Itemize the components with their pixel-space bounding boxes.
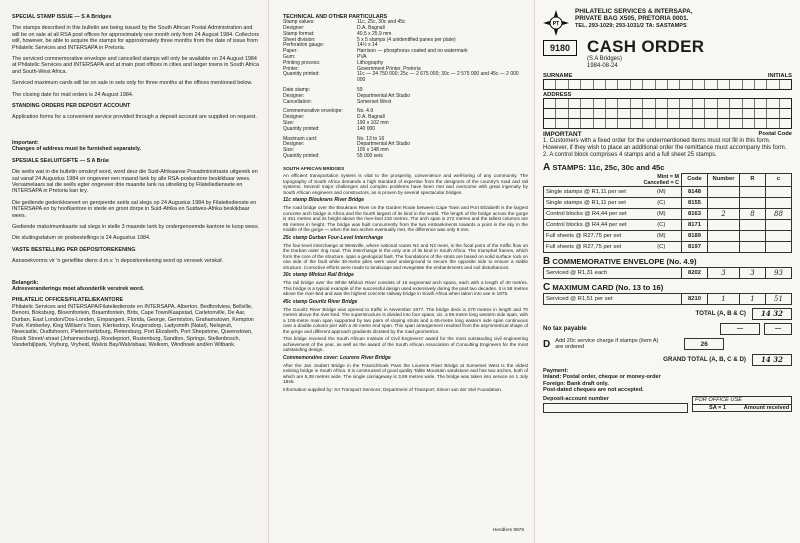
spec-value: Government Printer, Pretoria: [357, 65, 421, 72]
paragraph: Die gediende gedenkkoevert en gerojeerde seëls sal slegs op 24 Augustus 1984 by Filateliedienste en INTERSAPA en by hoofkantore in stede en groot dorpe in Suid-Afrika en Suidwes-Afrika beskikbaar wees.: [12, 199, 257, 219]
tax-cents-field: —: [764, 323, 792, 335]
grand-total-input[interactable]: 14 32: [752, 354, 792, 366]
number-input[interactable]: [708, 186, 740, 197]
cents-input[interactable]: [766, 197, 792, 208]
address-change-note: Changes of address must be furnished separately.: [12, 146, 142, 153]
col-rand: R: [740, 174, 766, 187]
item-code: 8189: [682, 230, 708, 241]
table-row: [544, 197, 792, 208]
spec-key: Quantity printed:: [283, 71, 320, 78]
number-input[interactable]: [708, 197, 740, 208]
spec-key: Quantity printed:: [283, 125, 320, 132]
printer-reference: Hendlers 9978: [492, 528, 524, 533]
deposit-account-field[interactable]: [543, 403, 688, 413]
english-afrikaans-bulletin-panel: [0, 0, 268, 543]
spec-value: D.A. Bagnall: [357, 114, 385, 121]
spec-value: 14½ x 14: [357, 42, 378, 49]
grand-total-row: GRAND TOTAL (A, B, C & D) 14 32: [543, 354, 792, 366]
form-number: 9180: [543, 40, 577, 56]
spec-value: 140 000: [357, 125, 376, 132]
paragraph: Die seëls wat in die bulletin omskryf word, word deur die Suid-Afrikaanse Posadministrasie uitgereik en sal vanaf 24 Augustus 1984 vir ongeveer een maand lank by alle RSA-poskantore beskikbaar wees. Versamelaars sal die seëls egter ongeveer drie maande lank na uitreiking by Filateliediensete en INTERSAPA in Pretoria kan kry.: [12, 169, 258, 195]
spec-row: [283, 72, 528, 84]
number-input[interactable]: 1: [708, 293, 740, 304]
cents-input[interactable]: 93: [766, 267, 792, 278]
stamps-order-table: [543, 173, 792, 253]
cents-input[interactable]: [766, 186, 792, 197]
maximum-card-specs: [283, 137, 528, 160]
paragraph: Gediende maksimumkaarte sal slegs in stelle 3 maande lank by ondergenoemde kantore te koop wees.: [12, 223, 260, 230]
deposit-label: Deposit-account number: [543, 396, 609, 403]
form-date: 1984-08-24: [587, 63, 618, 69]
paragraph: The closing date for mail orders is 24 August 1984.: [12, 91, 134, 98]
spec-value: 40,5 x 25,9 mm: [357, 30, 392, 37]
spec-value: 59: [357, 86, 363, 93]
org-line: PRIVATE BAG X505, PRETORIA 0001.: [575, 15, 689, 23]
table-row: [544, 219, 792, 230]
article-paragraph: This bridge received the South African Institute of Civil Engineers' award for the most outstanding civil engineering achievement of the year, as well as the award of the South African Association of Consulting Engineers for the most outstanding design.: [283, 336, 528, 353]
spec-value: 190 x 102 mm: [357, 119, 389, 126]
section-c-heading: C MAXIMUM CARD (No. 13 to 16): [543, 281, 664, 293]
office-use-box: FOR OFFICE USE SA = 1 Amount received: [692, 396, 792, 412]
article-paragraph: The road bridge over the Bloukrans River on the Garden Route between Cape Town and Port Elizabeth is the largest concrete arch bridge in Africa and the fourth largest of its kind in the world. The length of the bridge across the gorge is 451 metres and its height above the river-bed 216 metres. The arch span is 272 metres and the tallest columns are 65 metres in height. The bridge was built concurrently from the two embankments towards a point in the sky in the middle of the gorge — when the two arches eventually met, the difference was only 8 mm.: [283, 205, 528, 233]
stamp-subheading: 25c stamp Durban Four-Level Interchange: [283, 234, 384, 241]
total-abc-input[interactable]: 14 32: [752, 308, 792, 320]
article-paragraph: The four-level interchange at Westville, where national routes N2 and N3 meet, is the focal point of the traffic flow on the Durban outer ring road. This interchange is the only one of its kind in South Africa. The triumphal frames, which form the core of the structure, span a geological fault. The foundations of the struts are based on solid surface rock on one side of the fault while 30-metre piles were used underground to secure the opposite side to ensure a stable structure. Corrective efforts were made to landscape and revegetate the embankments and soil disturbances.: [283, 242, 528, 270]
item-code: 8163: [682, 208, 708, 219]
spec-key: Cancellation:: [283, 98, 312, 105]
spec-key: Stamp values:: [283, 19, 315, 26]
service-charge-value: 26: [684, 338, 724, 350]
surname-label: SURNAME: [543, 73, 573, 79]
spec-value: Harrison — phosphorus coated and no watermark: [357, 48, 468, 55]
spec-key: Size:: [283, 147, 295, 154]
table-row: [544, 230, 792, 241]
article-paragraph: The rail bridge over the White Mfolozi River consists of 16 segmental arch spans, each with a length of 40 metres. This bridge is a typical example of the successful design used extensively during the past two decades. It is 58 metres above the river-bed and was the highest concrete railway bridge in South Africa when taken into use in 1975.: [283, 280, 528, 297]
initials-label: INITIALS: [767, 73, 792, 79]
afrikaans-standing-heading: VASTE BESTELLING PER DEPOSITOREKENING: [12, 246, 136, 253]
article-intro: An efficient transportation system is vital to the prosperity, convenience and well-being of any community. The topography of South Africa demands a high standard of expertise from the designers of the country's road and rail systems. Several major challenges and complex problems have been met and overcome with great ingenuity by South African engineers and constructors, as is proven by several spectacular bridges.: [283, 173, 528, 195]
col-cents: c: [766, 174, 792, 187]
envelope-specs: [283, 109, 528, 132]
spec-value: Departmental Art Studio: [357, 141, 411, 148]
article-title: SOUTH AFRICAN BRIDGES: [283, 165, 345, 171]
spec-key: Gum:: [283, 53, 296, 60]
spec-key: Printer:: [283, 65, 300, 72]
item-code: 8155: [682, 197, 708, 208]
item-code: 8197: [682, 241, 708, 252]
mint-cancelled-type: (C): [641, 241, 681, 252]
spec-value: Departmental Art Studio: [357, 92, 411, 99]
organisation-block: [575, 8, 693, 30]
rand-input[interactable]: 3: [740, 267, 766, 278]
form-title: CASH ORDER: [587, 37, 705, 56]
important-heading: IMPORTANT: [543, 131, 582, 138]
number-input[interactable]: [708, 219, 740, 230]
address-field-line[interactable]: [543, 98, 792, 109]
item-code: 8202: [682, 267, 708, 278]
address-label: ADDRESS: [543, 92, 572, 98]
article-paragraph: The Gouritz River Bridge was opened to traffic in November 1977. The bridge deck is 270 metres in length and 70 metres above the river-bed. The superstructure is divided into four spans, viz. a 55-metre long western side span, with a 105-metre main span supported by two pairs of sloping struts and a 65-metre long eastern side span continuous over a double column pier with a 45 metre end span. This span arrangement resulted from the asymmetrical shape of the gorge and different approach gradients dictated by the road geometrics.: [283, 306, 528, 334]
rand-input[interactable]: [740, 219, 766, 230]
spec-key: Perforation gauge:: [283, 42, 325, 49]
item-description: Full sheets @ R27,75 per set: [544, 241, 642, 252]
org-line: TEL. 293-1029; 293-1031/2 TA: SASTAMPS: [575, 22, 687, 29]
rand-input[interactable]: [740, 186, 766, 197]
address-field-line[interactable]: [543, 119, 792, 129]
spec-value: 11c — 24 750 000; 25c — 2 675 000; 30c — 2 575 000 and 45c — 2 000 000: [357, 71, 519, 84]
credits: Information supplied by: SA Transport Services; Department of Transport; Simon van der Stel Foundation.: [283, 386, 503, 392]
spec-value: 55 000 sets: [357, 152, 383, 159]
item-code: 8210: [682, 293, 708, 304]
cents-input[interactable]: 88: [766, 208, 792, 219]
spec-key: Maximum card:: [283, 135, 318, 142]
col-number: Number: [708, 174, 740, 187]
spec-value: No. 13 to 16: [357, 135, 385, 142]
item-description: Control blocks @ R4,44 per set: [544, 208, 642, 219]
item-code: 8171: [682, 219, 708, 230]
maxcard-order-table: [543, 293, 792, 305]
rand-input[interactable]: 8: [740, 208, 766, 219]
postal-code-label: Postal Code: [758, 131, 792, 137]
item-description: Control blocks @ R4,44 per set: [544, 219, 642, 230]
offices-heading: PHILATELIC OFFICES/FILATELIEKANTORE: [12, 297, 124, 304]
total-abc-row: TOTAL (A, B & C) 14 32: [543, 308, 792, 320]
cents-input[interactable]: [766, 241, 792, 252]
table-row: [544, 267, 792, 278]
rand-input[interactable]: [740, 241, 766, 252]
mint-cancelled-type: (M): [641, 208, 681, 219]
address-field-line[interactable]: [543, 109, 792, 119]
org-line: PHILATELIC SERVICES & INTERSAPA,: [575, 8, 693, 15]
important-label: Important:: [12, 139, 39, 146]
date-stamp-specs: [283, 88, 528, 105]
spec-row: [283, 154, 528, 160]
cents-input[interactable]: [766, 230, 792, 241]
item-description: Serviced @ R1,31 each: [544, 267, 682, 278]
standing-orders-heading: STANDING ORDERS PER DEPOSIT ACCOUNT: [12, 103, 131, 110]
spec-value: PVA: [357, 53, 367, 60]
paragraph: Die sluitingsdatum vir posbestellings is 24 Augustus 1984.: [12, 235, 151, 242]
offices-list: Philatelic Services and INTERSAPA/Filateliedienste en INTERSAPA. Alberton, Bedfordview, Bellville, Benoni, Boksburg, Bloemfontein, Braamfontein, Brits, Cape Town/Kaapstad, Carletonville, De Aar, Durban, East London/Oos-Londen, Empangeni, Florida, George, Germiston, Grahamstown, Kempton Park, Kimberley, King William's Town, Klerksdorp, Krugersdorp, Ladysmith (Natal), Nelspruit, Newcastle, Oudtshoorn, Pietermaritzburg, Pietersburg, Port Elizabeth, Port Shepstone, Queenstown, Rissik Street/-straat (Johannesburg), Roodepoort, Rustenburg, Sandton, Springs, Stellenbosch, Vanderbijlpark, Vryburg, Vryheid, Walvis Bay/Walvisbaai, Welkom, Windhoek and/en Witbank.: [12, 303, 254, 349]
spec-key: Quantity printed:: [283, 152, 320, 159]
spec-key: Size:: [283, 119, 295, 126]
rand-input[interactable]: 1: [740, 293, 766, 304]
spec-value: 5 x 5 stamps (4 unidentified panes per plate): [357, 36, 456, 43]
instruction-1: 1. Customers with a fixed order for the undermentioned items must not fill in this form. However, if they wish to place an additional order the remittance must accompany this form.: [543, 138, 787, 151]
envelope-order-table: [543, 267, 792, 279]
spec-key: Designer:: [283, 141, 305, 148]
mint-cancelled-type: (C): [641, 197, 681, 208]
rand-input[interactable]: [740, 197, 766, 208]
form-header: [543, 8, 792, 36]
cents-input[interactable]: [766, 219, 792, 230]
table-row: [544, 293, 792, 304]
spec-key: Printing process:: [283, 59, 321, 66]
item-description: Full sheets @ R27,75 per set: [544, 230, 642, 241]
paragraph: Serviced maximum cards will be on sale in sets only for three months at the offices mentioned below.: [12, 80, 253, 87]
stamp-subheading: 45c stamp Gouritz River Bridge: [283, 298, 358, 305]
belangrik-label: Belangrik:: [12, 279, 39, 286]
issue-heading: SPECIAL STAMP ISSUE — S A Bridges: [12, 14, 112, 20]
instruction-2: 2. A control block comprises 4 stamps and a full sheet 25 stamps.: [543, 152, 717, 158]
spec-value: No. 4.9: [357, 108, 374, 115]
paragraph: The serviced commemorative envelope and cancelled stamps will only be available on 24 August 1984 at Philatelic Services and INTERSAPA and at main post offices in cities and larger towns in South Africa and South-West Africa.: [12, 56, 259, 75]
mint-cancelled-type: (M): [641, 230, 681, 241]
philatelic-services-logo-icon: [543, 10, 569, 36]
service-charge-row: D Add 20c service charge if stamps (item A) are ordered 26: [543, 338, 792, 351]
svg-text:PT: PT: [552, 21, 560, 27]
technical-heading: TECHNICAL AND OTHER PARTICULARS: [283, 14, 388, 20]
mint-cancelled-key: Mint = M Cancelled = C: [643, 173, 679, 186]
spec-row: [283, 127, 528, 133]
table-row: [544, 186, 792, 197]
item-description: Serviced @ R1,51 per set: [544, 293, 682, 304]
form-subtitle: (S A Bridges): [587, 56, 623, 62]
afrikaans-heading: SPESIALE SEëLUITGIFTE — S A Brûe: [12, 157, 109, 164]
spec-key: Designer:: [283, 92, 305, 99]
spec-key: Stamp format:: [283, 30, 315, 37]
bridges-article: [283, 166, 528, 393]
spec-value: Lithography: [357, 59, 384, 66]
spec-key: Designer:: [283, 25, 305, 31]
spec-value: 105 x 148 mm: [357, 147, 389, 154]
item-description: Single stamps @ R1,11 per set: [544, 197, 642, 208]
section-a-heading: A STAMPS: 11c, 25c, 30c and 45c: [543, 162, 665, 173]
table-row: [544, 241, 792, 252]
technical-particulars-panel: [268, 0, 534, 543]
surname-field[interactable]: [543, 79, 792, 90]
stamp-specs: [283, 20, 528, 84]
paragraph: The stamps described in this bulletin are being issued by the South African Postal Administration and will be on sale at all RSA post offices for approximately one month only from 24 August 1984. Collectors will, however, be able to acquire the stamps for approximately three months from the date of issue from Philatelic Services and INTERSAPA in Pretoria.: [12, 25, 260, 51]
cents-input[interactable]: 51: [766, 293, 792, 304]
article-paragraph: After the Jan Joubert Bridge in the Franschhoek Pass the Lourens River Bridge at Somerset West is the oldest existing bridge in South Africa. It is constructed of good quality Table Mountain sandstone and has two arches, both of which are 5,38 metres wide. The single carriageway is 3,69 metres wide. The bridge was taken into service on 1 July 1845.: [283, 362, 528, 385]
number-input[interactable]: 3: [708, 267, 740, 278]
mint-cancelled-type: (C): [641, 219, 681, 230]
cash-order-form: [534, 0, 800, 543]
spec-row: [283, 100, 528, 106]
adres-note: Adresveranderings moet afsonderlik verstrek word.: [12, 285, 145, 292]
spec-key: Commemorative envelope:: [283, 108, 343, 115]
spec-value: D.A. Bagnall: [357, 25, 385, 31]
item-code: 8148: [682, 186, 708, 197]
number-input[interactable]: [708, 230, 740, 241]
stamp-subheading: 30c stamp Mfolozi Rail Bridge: [283, 272, 354, 279]
spec-key: Sheet division:: [283, 36, 316, 43]
paragraph: Aansoekvorms vir 'n gerieflike diens d.m.v. 'n depositorekening word op versoek verskaf.: [12, 258, 224, 265]
item-description: Single stamps @ R1,11 per set: [544, 186, 642, 197]
tax-rand-field: —: [720, 323, 760, 335]
spec-key: Designer:: [283, 114, 305, 121]
table-row: [544, 208, 792, 219]
number-input[interactable]: 2: [708, 208, 740, 219]
stamp-subheading: Commemorative cover: Lourens River Bridge: [283, 354, 391, 361]
tax-row: No tax payable — —: [543, 323, 792, 335]
spec-key: Date stamp:: [283, 86, 310, 93]
rand-input[interactable]: [740, 230, 766, 241]
mint-cancelled-type: (M): [641, 186, 681, 197]
stamp-subheading: 11c stamp Bloukrans River Bridge: [283, 197, 365, 204]
spec-value: Somerset West: [357, 98, 392, 105]
col-code: Code: [682, 174, 708, 187]
number-input[interactable]: [708, 241, 740, 252]
payment-terms: Payment: Inland: Postal order, cheque or money-order Foreign: Bank draft only. Post-dated cheques are not accepted.: [543, 367, 661, 394]
section-b-heading: B COMMEMORATIVE ENVELOPE (No. 4.9): [543, 255, 697, 267]
paragraph: Application forms for a convenient service provided through a deposit account are supplied on request.: [12, 114, 257, 121]
spec-key: Paper:: [283, 48, 298, 55]
spec-value: 11c, 25c, 30c and 45c: [357, 19, 406, 26]
